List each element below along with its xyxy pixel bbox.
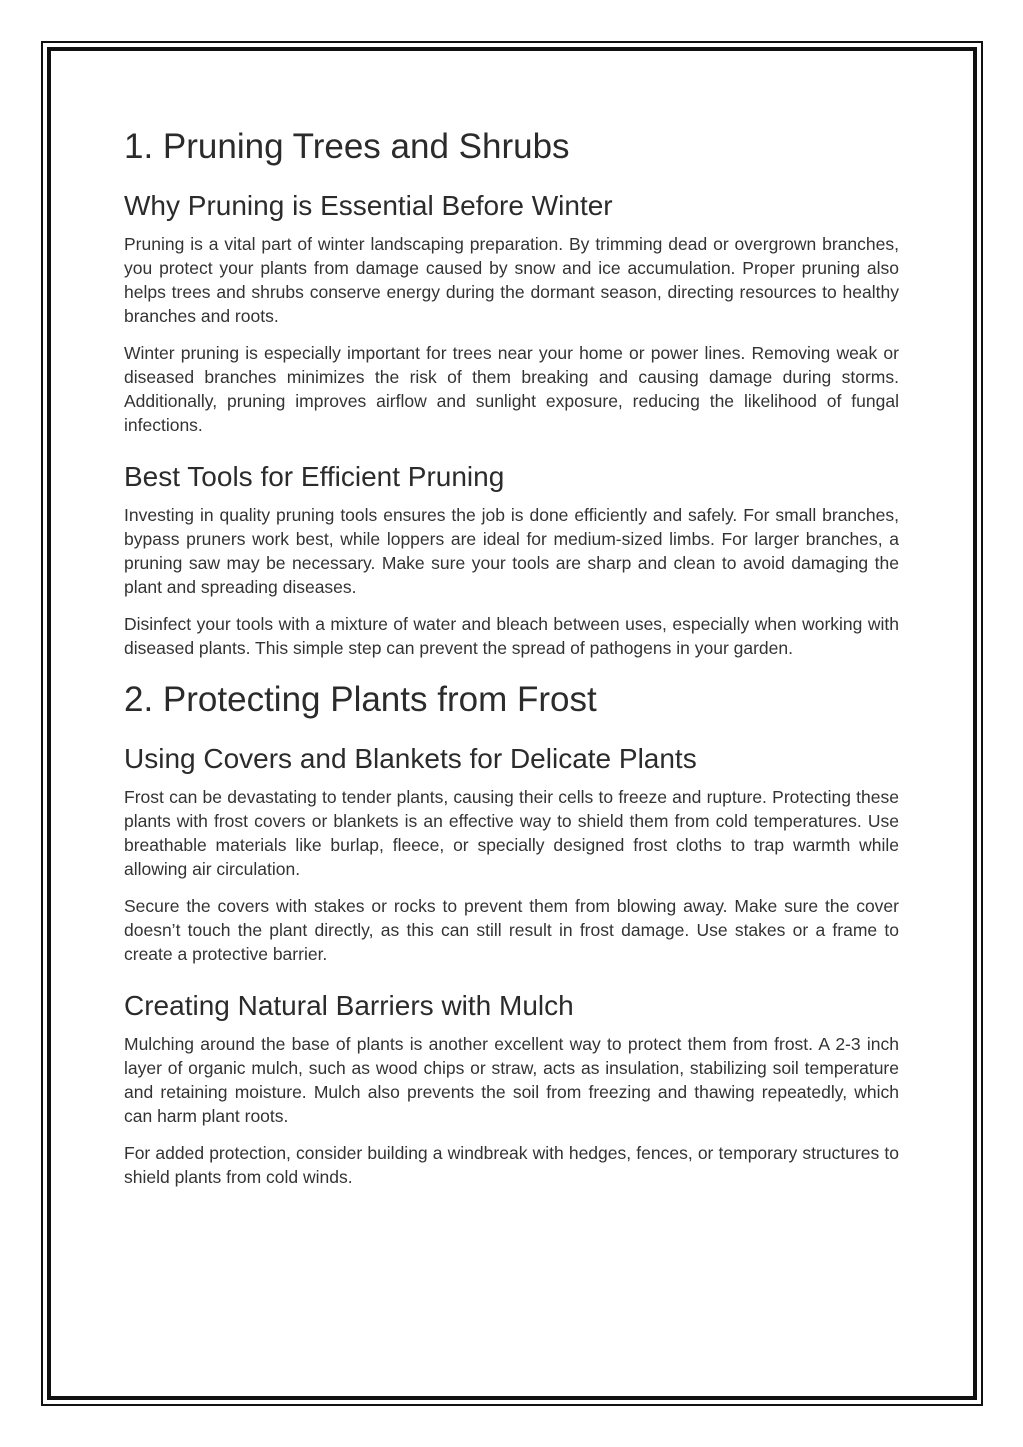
paragraph: Pruning is a vital part of winter landscaping preparation. By trimming dead or overgrown branches, you protect your plants from damage caused by snow and ice accumulation. Proper pruning also helps trees and shrubs conserve energy during the dormant season, directing resources to healthy branches and roots.	[124, 234, 899, 326]
paragraph: Secure the covers with stakes or rocks to prevent them from blowing away. Make sure the cover doesn’t touch the plant directly, as this can still result in frost damage. Use stakes or a frame to create a protective barrier.	[124, 896, 899, 964]
section-heading-pruning: 1. Pruning Trees and Shrubs	[124, 127, 570, 166]
subsection-heading-pruning-tools: Best Tools for Efficient Pruning	[124, 461, 505, 492]
paragraph: Disinfect your tools with a mixture of water and bleach between uses, especially when working with diseased plants. This simple step can prevent the spread of pathogens in your garden.	[124, 614, 899, 658]
document-body	[124, 126, 899, 1189]
paragraph: Mulching around the base of plants is another excellent way to protect them from frost. A 2-3 inch layer of organic mulch, such as wood chips or straw, acts as insulation, stabilizing soil temperature and retaining moisture. Mulch also prevents the soil from freezing and thawing repeatedly, which can harm plant roots.	[124, 1034, 899, 1126]
subsection-heading-covers-blankets: Using Covers and Blankets for Delicate Plants	[124, 743, 697, 774]
paragraph: Winter pruning is especially important for trees near your home or power lines. Removing weak or diseased branches minimizes the risk of them breaking and causing damage during storms. Additionally, pruning improves airflow and sunlight exposure, reducing the likelihood of fungal infections.	[124, 343, 899, 435]
subsection-heading-mulch: Creating Natural Barriers with Mulch	[124, 990, 574, 1021]
subsection-heading-why-pruning: Why Pruning is Essential Before Winter	[124, 190, 613, 221]
paragraph: For added protection, consider building a windbreak with hedges, fences, or temporary structures to shield plants from cold winds.	[124, 1143, 899, 1187]
paragraph: Investing in quality pruning tools ensures the job is done efficiently and safely. For small branches, bypass pruners work best, while loppers are ideal for medium-sized limbs. For larger branches, a pruning saw may be necessary. Make sure your tools are sharp and clean to avoid damaging the plant and spreading diseases.	[124, 505, 899, 597]
section-heading-frost: 2. Protecting Plants from Frost	[124, 680, 597, 719]
paragraph: Frost can be devastating to tender plants, causing their cells to freeze and rupture. Protecting these plants with frost covers or blankets is an effective way to shield them from cold temperatures. Use breathable materials like burlap, fleece, or specially designed frost cloths to trap warmth while allowing air circulation.	[124, 787, 899, 879]
